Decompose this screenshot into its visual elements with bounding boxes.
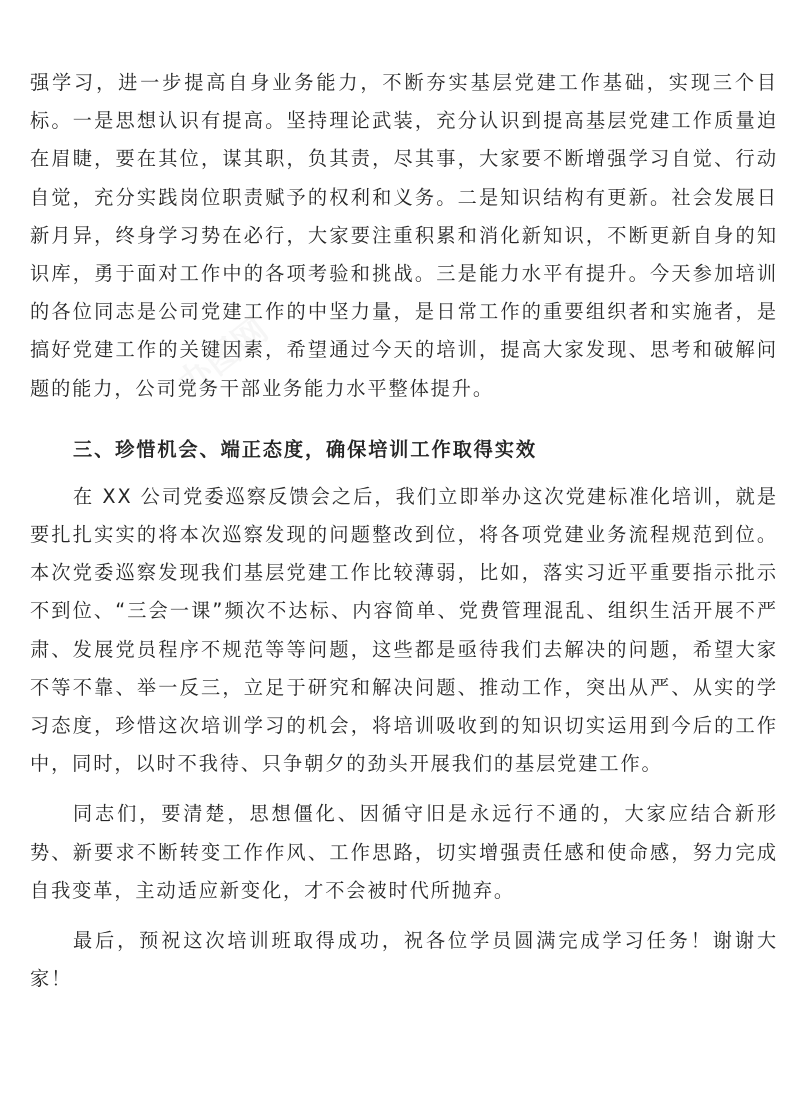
paragraph-2: 在 XX 公司党委巡察反馈会之后，我们立即举办这次党建标准化培训，就是要扎扎实实的将本次巡察发现的问题整改到位，将各项党建业务流程规范到位。本次党委巡察发现我们基层党建工作比较薄弱，比如，落实习近平重要指示批示不到位、“三会一课”频次不达标、内容简单、党费管理混乱、组织生活开展不严肃、发展党员程序不规范等等问题，这些都是亟待我们去解决的问题，希望大家不等不靠、举一反三，立足于研究和解决问题、推动工作，突出从严、从实的学习态度，珍惜这次培训学习的机会，将培训吸收到的知识切实运用到今后的工作中，同时，以时不我待、只争朝夕的劲头开展我们的基层党建工作。 (30, 484, 778, 776)
paragraph-4: 最后，预祝这次培训班取得成功，祝各位学员圆满完成学习任务！谢谢大家！ (30, 929, 778, 991)
section-heading-3: 三、珍惜机会、端正态度，确保培训工作取得实效 (73, 437, 537, 461)
watermark: 办图网 (170, 310, 276, 405)
paragraph-3: 同志们，要清楚，思想僵化、因循守旧是永远行不通的，大家应结合新形势、新要求不断转变工作作风、工作思路，切实增强责任感和使命感，努力完成自我变革，主动适应新变化，才不会被时代所抛弃。 (30, 802, 778, 902)
paragraph-1: 强学习，进一步提高自身业务能力，不断夯实基层党建工作基础，实现三个目标。一是思想认识有提高。坚持理论武装，充分认识到提高基层党建工作质量迫在眉睫，要在其位，谋其职，负其责，尽其事，大家要不断增强学习自觉、行动自觉，充分实践岗位职责赋予的权利和义务。二是知识结构有更新。社会发展日新月异，终身学习势在必行，大家要注重积累和消化新知识，不断更新自身的知识库，勇于面对工作中的各项考验和挑战。三是能力水平有提升。今天参加培训的各位同志是公司党建工作的中坚力量，是日常工作的重要组织者和实施者，是搞好党建工作的关键因素，希望通过今天的培训，提高大家发现、思考和破解问题的能力，公司党务干部业务能力水平整体提升。 (30, 71, 778, 400)
document-body (30, 64, 778, 998)
